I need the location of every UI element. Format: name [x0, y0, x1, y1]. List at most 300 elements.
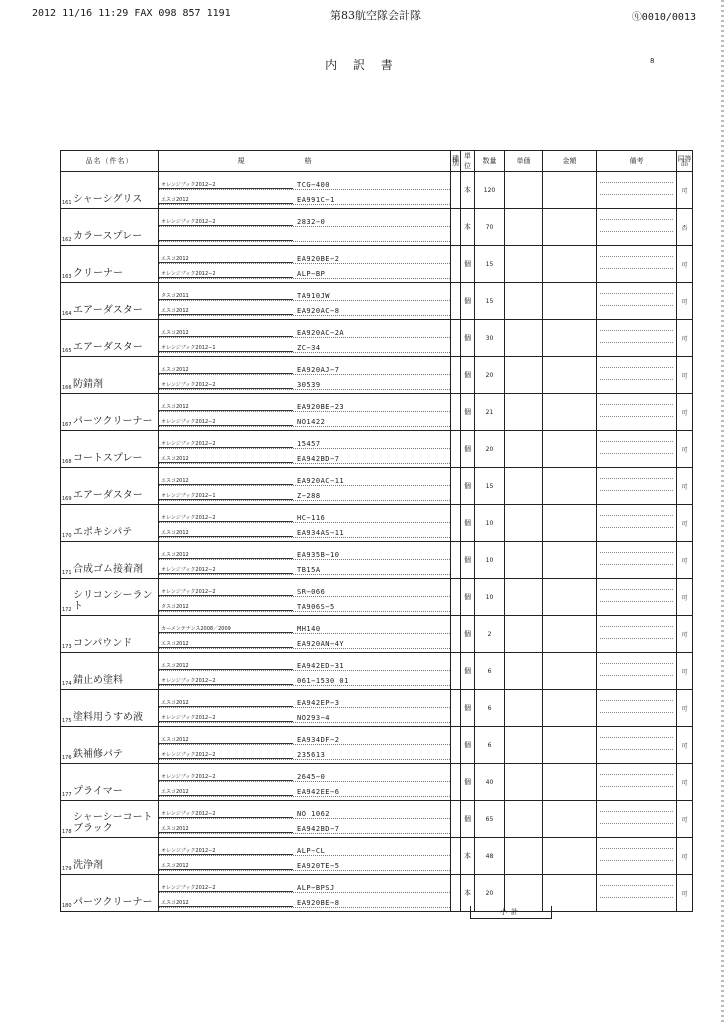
row-number: 174: [62, 681, 72, 687]
unit-price-cell: [505, 431, 543, 468]
equivalent-flag-cell: 可: [677, 357, 693, 394]
spec-source: オレンジブック2012−2: [159, 714, 293, 722]
quantity-cell: 48: [475, 838, 505, 875]
spec-source: オレンジブック2012−2: [159, 677, 293, 685]
quantity-cell: 6: [475, 690, 505, 727]
row-number: 173: [62, 644, 72, 650]
spec-source: オレンジブック2012−1: [159, 492, 293, 500]
quantity-cell: 6: [475, 727, 505, 764]
spec-line: [159, 695, 450, 708]
spec-code: Z−288: [297, 492, 321, 500]
col-equivalent: 同等品: [677, 151, 693, 172]
equivalent-flag-cell: 可: [677, 542, 693, 579]
item-name: クリーナー: [73, 268, 123, 279]
spec-code: TB15A: [297, 566, 321, 574]
remarks-cell: [597, 209, 677, 246]
amount-cell: [543, 320, 597, 357]
spec-code: EA942BD−7: [297, 455, 340, 463]
fax-sender: 第83航空隊会計隊: [330, 9, 421, 22]
unit-cell: 個: [461, 320, 475, 357]
spec-code: 2832−0: [297, 218, 326, 226]
item-name: コートスプレー: [73, 453, 143, 464]
table-row: [61, 875, 693, 912]
spec-source: オレンジブック2012−2: [159, 381, 293, 389]
quantity-cell: 120: [475, 172, 505, 209]
spec-code: NO293−4: [297, 714, 331, 722]
spec-cell: [159, 579, 451, 616]
unit-price-cell: [505, 320, 543, 357]
kind-cell: [451, 801, 461, 838]
spec-source: エスコ2012: [159, 825, 293, 833]
unit-price-cell: [505, 468, 543, 505]
spec-line: [159, 843, 450, 856]
spec-cell: [159, 320, 451, 357]
equivalent-flag-cell: 否: [677, 209, 693, 246]
col-name: 品名（件名）: [61, 151, 159, 172]
kind-cell: [451, 653, 461, 690]
item-name: シャーシグリス: [73, 194, 143, 205]
spec-line: [159, 473, 450, 486]
row-number: 163: [62, 274, 72, 280]
kind-cell: [451, 357, 461, 394]
spec-code: TCG−400: [297, 181, 331, 189]
table-row: [61, 579, 693, 616]
page-mark: 8: [650, 57, 655, 65]
item-name-cell: [61, 468, 159, 505]
item-name: エアーダスター: [73, 305, 143, 316]
kind-cell: [451, 616, 461, 653]
spec-line: [159, 377, 450, 390]
spec-cell: [159, 172, 451, 209]
spec-source: エスコ2012: [159, 455, 293, 463]
equivalent-flag-cell: 可: [677, 727, 693, 764]
kind-cell: [451, 209, 461, 246]
table-row: [61, 172, 693, 209]
remarks-cell: [597, 468, 677, 505]
row-number: 180: [62, 903, 72, 909]
item-name: 防錆剤: [73, 379, 103, 390]
spec-line: [159, 414, 450, 427]
spec-source: エスコ2012: [159, 307, 293, 315]
spec-code: ALP−BP: [297, 270, 326, 278]
spec-code: EA920BE−8: [297, 899, 340, 907]
unit-price-cell: [505, 246, 543, 283]
table-row: [61, 616, 693, 653]
row-number: 177: [62, 792, 72, 798]
spec-code: 15457: [297, 440, 321, 448]
quantity-cell: 20: [475, 431, 505, 468]
amount-cell: [543, 542, 597, 579]
remarks-cell: [597, 283, 677, 320]
unit-price-cell: [505, 209, 543, 246]
kind-cell: [451, 172, 461, 209]
item-name: プライマー: [73, 786, 123, 797]
remarks-cell: [597, 172, 677, 209]
kind-cell: [451, 468, 461, 505]
unit-cell: 個: [461, 394, 475, 431]
table-row: [61, 431, 693, 468]
spec-source: オレンジブック2012−2: [159, 810, 293, 818]
spec-line: [159, 436, 450, 449]
spec-line: [159, 451, 450, 464]
document-title: 内 訳 書: [325, 58, 399, 72]
amount-cell: [543, 431, 597, 468]
table-row: [61, 357, 693, 394]
spec-code: HC−116: [297, 514, 326, 522]
spec-source: エスコ2012: [159, 788, 293, 796]
quantity-cell: 2: [475, 616, 505, 653]
spec-cell: [159, 838, 451, 875]
row-number: 168: [62, 459, 72, 465]
kind-cell: [451, 283, 461, 320]
unit-cell: 本: [461, 875, 475, 912]
unit-price-cell: [505, 727, 543, 764]
spec-cell: [159, 542, 451, 579]
spec-cell: [159, 616, 451, 653]
row-number: 170: [62, 533, 72, 539]
item-name-cell: [61, 579, 159, 616]
spec-line: [159, 288, 450, 301]
remarks-cell: [597, 801, 677, 838]
spec-code: TA906S−5: [297, 603, 335, 611]
spec-line: [159, 806, 450, 819]
item-name: シリコンシーラント: [73, 590, 153, 612]
equivalent-flag-cell: 可: [677, 431, 693, 468]
unit-cell: 個: [461, 468, 475, 505]
amount-cell: [543, 209, 597, 246]
spec-cell: [159, 468, 451, 505]
quantity-cell: 15: [475, 283, 505, 320]
spec-cell: [159, 875, 451, 912]
spec-line: [159, 214, 450, 227]
fax-header: [32, 8, 696, 22]
item-name: コンパウンド: [73, 638, 133, 649]
item-name-cell: [61, 838, 159, 875]
table-row: [61, 542, 693, 579]
spec-cell: [159, 394, 451, 431]
amount-cell: [543, 505, 597, 542]
unit-cell: 個: [461, 283, 475, 320]
table-row: [61, 838, 693, 875]
item-name-cell: [61, 172, 159, 209]
quantity-cell: 40: [475, 764, 505, 801]
item-name-cell: [61, 653, 159, 690]
amount-cell: [543, 838, 597, 875]
fax-timestamp: 2012 11/16 11:29 FAX 098 857 1191: [32, 8, 231, 19]
row-number: 176: [62, 755, 72, 761]
remarks-cell: [597, 394, 677, 431]
spec-source: オレンジブック2012−2: [159, 514, 293, 522]
row-number: 171: [62, 570, 72, 576]
spec-source: エスコ2012: [159, 329, 293, 337]
table-row: [61, 505, 693, 542]
spec-cell: [159, 209, 451, 246]
spec-cell: [159, 246, 451, 283]
spec-source: エスコ2012: [159, 255, 293, 263]
col-price: 単価: [505, 151, 543, 172]
item-name-cell: [61, 690, 159, 727]
kind-cell: [451, 764, 461, 801]
remarks-cell: [597, 764, 677, 801]
remarks-cell: [597, 357, 677, 394]
unit-cell: 個: [461, 653, 475, 690]
equivalent-flag-cell: 可: [677, 690, 693, 727]
remarks-cell: [597, 579, 677, 616]
spec-line: [159, 488, 450, 501]
spec-code: EA920TE−5: [297, 862, 340, 870]
spec-code: EA991C−1: [297, 196, 335, 204]
spec-source: オレンジブック2012−2: [159, 418, 293, 426]
spec-source: オレンジブック2012−2: [159, 440, 293, 448]
unit-cell: 個: [461, 579, 475, 616]
spec-code: NO1422: [297, 418, 326, 426]
amount-cell: [543, 172, 597, 209]
spec-line: [159, 895, 450, 908]
unit-cell: 個: [461, 431, 475, 468]
spec-line: [159, 658, 450, 671]
spec-code: 061−1530 01: [297, 677, 349, 685]
spec-line: [159, 858, 450, 871]
row-number: 179: [62, 866, 72, 872]
equivalent-flag-cell: 可: [677, 468, 693, 505]
remarks-cell: [597, 690, 677, 727]
spec-line: [159, 266, 450, 279]
item-name: パーツクリーナー: [73, 416, 153, 427]
quantity-cell: 30: [475, 320, 505, 357]
row-number: 166: [62, 385, 72, 391]
unit-cell: 個: [461, 801, 475, 838]
table-row: [61, 320, 693, 357]
unit-price-cell: [505, 690, 543, 727]
spec-source: エスコ2012: [159, 366, 293, 374]
spec-source: エスコ2012: [159, 662, 293, 670]
item-name: 合成ゴム接着剤: [73, 564, 143, 575]
spec-source: オレンジブック2012−2: [159, 181, 293, 189]
item-name-cell: [61, 764, 159, 801]
spec-source: オレンジブック2012−2: [159, 566, 293, 574]
spec-cell: [159, 357, 451, 394]
unit-cell: 個: [461, 505, 475, 542]
quantity-cell: 6: [475, 653, 505, 690]
spec-code: ZC−34: [297, 344, 321, 352]
quantity-cell: 70: [475, 209, 505, 246]
spec-source: エスコ2012: [159, 529, 293, 537]
kind-cell: [451, 320, 461, 357]
row-number: 162: [62, 237, 72, 243]
spec-source: オレンジブック2012−2: [159, 847, 293, 855]
equivalent-flag-cell: 可: [677, 394, 693, 431]
spec-line: [159, 673, 450, 686]
spec-cell: [159, 283, 451, 320]
spec-line: [159, 303, 450, 316]
col-remarks: 備考: [597, 151, 677, 172]
quantity-cell: 65: [475, 801, 505, 838]
table-row: [61, 468, 693, 505]
spec-code: SR−066: [297, 588, 326, 596]
spec-line: [159, 821, 450, 834]
spec-line: [159, 710, 450, 723]
spec-code: EA920AC−11: [297, 477, 345, 485]
spec-line: [159, 325, 450, 338]
spec-code: EA920AJ−7: [297, 366, 340, 374]
spec-source: タスコ2012: [159, 603, 293, 611]
spec-code: ALP−CL: [297, 847, 326, 855]
table-row: [61, 394, 693, 431]
row-number: 167: [62, 422, 72, 428]
item-name-cell: [61, 431, 159, 468]
spec-source: オレンジブック2012−2: [159, 588, 293, 596]
spec-code: 30539: [297, 381, 321, 389]
amount-cell: [543, 246, 597, 283]
row-number: 161: [62, 200, 72, 206]
spec-source: エスコ2012: [159, 699, 293, 707]
spec-line: [159, 229, 450, 242]
unit-price-cell: [505, 616, 543, 653]
item-name-cell: [61, 542, 159, 579]
spec-source: エスコ2012: [159, 640, 293, 648]
unit-price-cell: [505, 801, 543, 838]
unit-price-cell: [505, 357, 543, 394]
remarks-cell: [597, 505, 677, 542]
equivalent-flag-cell: 可: [677, 653, 693, 690]
spec-line: [159, 362, 450, 375]
equivalent-flag-cell: 可: [677, 246, 693, 283]
amount-cell: [543, 801, 597, 838]
unit-cell: 個: [461, 727, 475, 764]
kind-cell: [451, 838, 461, 875]
table-row: [61, 764, 693, 801]
spec-cell: [159, 505, 451, 542]
table-row: [61, 209, 693, 246]
spec-source: [159, 240, 293, 241]
item-name-cell: [61, 616, 159, 653]
row-number: 164: [62, 311, 72, 317]
item-name: 鉄補修パテ: [73, 749, 123, 760]
spec-line: [159, 192, 450, 205]
spec-line: [159, 340, 450, 353]
item-name: 塗料用うすめ液: [73, 712, 143, 723]
quantity-cell: 10: [475, 542, 505, 579]
quantity-cell: 10: [475, 505, 505, 542]
spec-line: [159, 584, 450, 597]
equivalent-flag-cell: 可: [677, 764, 693, 801]
spec-source: エスコ2012: [159, 862, 293, 870]
unit-cell: 個: [461, 357, 475, 394]
equivalent-flag-cell: 可: [677, 320, 693, 357]
col-kind: 種別: [451, 151, 461, 172]
table-header-row: [61, 151, 693, 172]
equivalent-flag-cell: 可: [677, 838, 693, 875]
item-name-cell: [61, 875, 159, 912]
table-row: [61, 727, 693, 764]
item-name: エポキシパテ: [73, 527, 133, 538]
spec-line: [159, 621, 450, 634]
spec-line: [159, 880, 450, 893]
amount-cell: [543, 468, 597, 505]
remarks-cell: [597, 875, 677, 912]
kind-cell: [451, 579, 461, 616]
unit-price-cell: [505, 283, 543, 320]
spec-line: [159, 399, 450, 412]
spec-line: [159, 562, 450, 575]
spec-cell: [159, 690, 451, 727]
unit-cell: 本: [461, 838, 475, 875]
spec-line: [159, 784, 450, 797]
remarks-cell: [597, 727, 677, 764]
remarks-cell: [597, 542, 677, 579]
item-name: 洗浄剤: [73, 860, 103, 871]
spec-source: エスコ2012: [159, 899, 293, 907]
spec-code: EA935B−10: [297, 551, 340, 559]
amount-cell: [543, 283, 597, 320]
unit-cell: 本: [461, 172, 475, 209]
unit-price-cell: [505, 172, 543, 209]
spec-code: EA920AC−2A: [297, 329, 345, 337]
spec-code: EA934DF−2: [297, 736, 340, 744]
item-name-cell: [61, 320, 159, 357]
item-name-cell: [61, 246, 159, 283]
spec-code: EA942ED−31: [297, 662, 345, 670]
amount-cell: [543, 653, 597, 690]
row-number: 169: [62, 496, 72, 502]
unit-price-cell: [505, 838, 543, 875]
item-name: エアーダスター: [73, 490, 143, 501]
breakdown-table: [60, 150, 693, 912]
unit-cell: 個: [461, 764, 475, 801]
spec-source: オレンジブック2012−1: [159, 344, 293, 352]
spec-line: [159, 251, 450, 264]
spec-code: 2645−0: [297, 773, 326, 781]
equivalent-flag-cell: 可: [677, 505, 693, 542]
spec-code: TA910JW: [297, 292, 331, 300]
item-name: エアーダスター: [73, 342, 143, 353]
quantity-cell: 10: [475, 579, 505, 616]
spec-code: EA942BD−7: [297, 825, 340, 833]
spec-code: EA920AC−8: [297, 307, 340, 315]
spec-line: [159, 177, 450, 190]
item-name: パーツクリーナー: [73, 897, 153, 908]
remarks-cell: [597, 431, 677, 468]
amount-cell: [543, 357, 597, 394]
table-row: [61, 801, 693, 838]
unit-price-cell: [505, 653, 543, 690]
spec-code: MH140: [297, 625, 321, 633]
item-name: シャーシーコートブラック: [73, 812, 153, 834]
item-name-cell: [61, 801, 159, 838]
item-name-cell: [61, 505, 159, 542]
spec-source: オレンジブック2012−2: [159, 751, 293, 759]
item-name-cell: [61, 727, 159, 764]
spec-line: [159, 525, 450, 538]
amount-cell: [543, 616, 597, 653]
amount-cell: [543, 394, 597, 431]
spec-source: エスコ2012: [159, 736, 293, 744]
table-row: [61, 283, 693, 320]
spec-source: エスコ2012: [159, 551, 293, 559]
item-name-cell: [61, 394, 159, 431]
remarks-cell: [597, 838, 677, 875]
equivalent-flag-cell: 可: [677, 579, 693, 616]
kind-cell: [451, 246, 461, 283]
equivalent-flag-cell: 可: [677, 801, 693, 838]
kind-cell: [451, 542, 461, 579]
spec-cell: [159, 727, 451, 764]
row-number: 175: [62, 718, 72, 724]
row-number: 178: [62, 829, 72, 835]
quantity-cell: 15: [475, 468, 505, 505]
amount-cell: [543, 579, 597, 616]
spec-code: NO 1062: [297, 810, 331, 818]
